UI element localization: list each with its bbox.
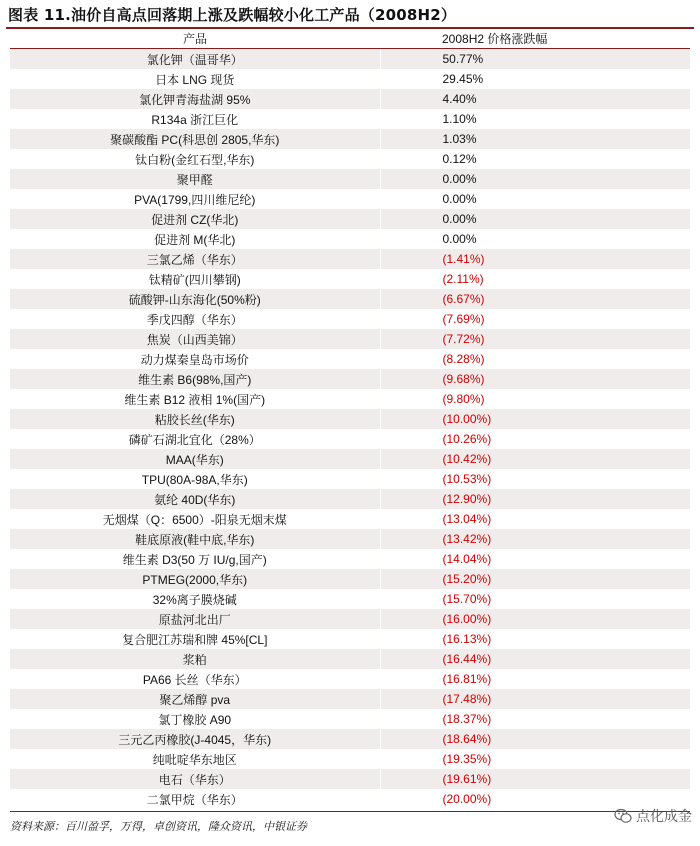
table-row — [10, 529, 690, 549]
table-row — [10, 669, 690, 689]
product-name-cell: PA66 长丝（华东） — [10, 669, 380, 689]
product-name-cell: PTMEG(2000,华东) — [10, 569, 380, 589]
price-change-cell: (15.20%) — [380, 569, 690, 589]
price-change-cell: 1.03% — [380, 129, 690, 149]
product-name-cell: 聚乙烯醇 pva — [10, 689, 380, 709]
table-row — [10, 729, 690, 749]
product-name-cell: 原盐河北出厂 — [10, 609, 380, 629]
product-name-cell: 钛白粉(金红石型,华东) — [10, 149, 380, 169]
product-name-cell: 磷矿石湖北宜化（28%） — [10, 429, 380, 449]
product-name-cell: 维生素 D3(50 万 IU/g,国产) — [10, 549, 380, 569]
price-change-cell: (16.81%) — [380, 669, 690, 689]
product-name-cell: 鞋底原液(鞋中底,华东) — [10, 529, 380, 549]
price-change-cell: (16.00%) — [380, 609, 690, 629]
product-name-cell: 浆粕 — [10, 649, 380, 669]
table-row — [10, 189, 690, 209]
price-change-cell: 50.77% — [380, 49, 690, 70]
table-row — [10, 269, 690, 289]
product-name-cell: 聚甲醛 — [10, 169, 380, 189]
table-row — [10, 609, 690, 629]
table-row — [10, 449, 690, 469]
column-header-product: 产品 — [10, 28, 380, 49]
product-name-cell: 动力煤秦皇岛市场价 — [10, 349, 380, 369]
table-row — [10, 349, 690, 369]
product-name-cell: 维生素 B12 液相 1%(国产) — [10, 389, 380, 409]
price-change-cell: (10.42%) — [380, 449, 690, 469]
price-change-cell: (20.00%) — [380, 789, 690, 809]
table-row — [10, 409, 690, 429]
price-change-cell: (10.00%) — [380, 409, 690, 429]
price-change-cell: (19.35%) — [380, 749, 690, 769]
product-name-cell: 二氯甲烷（华东） — [10, 789, 380, 809]
price-change-cell: (1.41%) — [380, 249, 690, 269]
table-header-row — [10, 28, 690, 49]
table-row — [10, 149, 690, 169]
table-row — [10, 129, 690, 149]
price-change-cell: 0.00% — [380, 189, 690, 209]
product-name-cell: 无烟煤（Q：6500）-阳泉无烟末煤 — [10, 509, 380, 529]
price-change-cell: (8.28%) — [380, 349, 690, 369]
table-row — [10, 489, 690, 509]
price-change-cell: (10.53%) — [380, 469, 690, 489]
product-name-cell: 氯化钾青海盐湖 95% — [10, 89, 380, 109]
price-change-cell: 0.00% — [380, 209, 690, 229]
product-name-cell: 32%离子膜烧碱 — [10, 589, 380, 609]
product-name-cell: 促进剂 M(华北) — [10, 229, 380, 249]
price-change-cell: (2.11%) — [380, 269, 690, 289]
price-change-cell: 0.00% — [380, 229, 690, 249]
product-name-cell: 氨纶 40D(华东) — [10, 489, 380, 509]
product-name-cell: 维生素 B6(98%,国产) — [10, 369, 380, 389]
product-name-cell: 复合肥江苏瑞和牌 45%[CL] — [10, 629, 380, 649]
table-row — [10, 569, 690, 589]
price-change-cell: (10.26%) — [380, 429, 690, 449]
table-row — [10, 689, 690, 709]
product-name-cell: 聚碳酸酯 PC(科思创 2805,华东) — [10, 129, 380, 149]
table-row — [10, 289, 690, 309]
product-name-cell: 焦炭（山西美锦） — [10, 329, 380, 349]
figure-title: 图表 11.油价自高点回落期上涨及跌幅较小化工产品（2008H2） — [8, 6, 457, 24]
product-name-cell: R134a 浙江巨化 — [10, 109, 380, 129]
price-change-cell: 1.10% — [380, 109, 690, 129]
table-row — [10, 309, 690, 329]
price-change-cell: (18.37%) — [380, 709, 690, 729]
price-change-cell: 0.12% — [380, 149, 690, 169]
price-change-cell: 29.45% — [380, 69, 690, 89]
price-change-cell: (19.61%) — [380, 769, 690, 789]
product-name-cell: TPU(80A-98A,华东) — [10, 469, 380, 489]
product-name-cell: 纯吡啶华东地区 — [10, 749, 380, 769]
table-row — [10, 429, 690, 449]
table-row — [10, 589, 690, 609]
product-name-cell: 三氯乙烯（华东） — [10, 249, 380, 269]
table-row — [10, 369, 690, 389]
price-change-cell: (17.48%) — [380, 689, 690, 709]
table-row — [10, 69, 690, 89]
table-row — [10, 709, 690, 729]
price-change-cell: (16.44%) — [380, 649, 690, 669]
table-bottom-divider — [10, 811, 690, 812]
price-change-cell: (12.90%) — [380, 489, 690, 509]
product-name-cell: 硫酸钾-山东海化(50%粉) — [10, 289, 380, 309]
price-change-cell: (9.68%) — [380, 369, 690, 389]
product-name-cell: 促进剂 CZ(华北) — [10, 209, 380, 229]
table-row — [10, 249, 690, 269]
table-row — [10, 109, 690, 129]
table-row — [10, 469, 690, 489]
price-change-cell: (14.04%) — [380, 549, 690, 569]
price-change-cell: 4.40% — [380, 89, 690, 109]
table-row — [10, 629, 690, 649]
wechat-icon — [614, 808, 632, 824]
price-change-cell: (18.64%) — [380, 729, 690, 749]
table-row — [10, 329, 690, 349]
price-change-cell: (13.04%) — [380, 509, 690, 529]
product-name-cell: PVA(1799,四川维尼纶) — [10, 189, 380, 209]
table-row — [10, 649, 690, 669]
source-note: 资料来源：百川盈孚，万得，卓创资讯，隆众资讯，中银证券 — [10, 820, 307, 833]
product-name-cell: 粘胶长丝(华东) — [10, 409, 380, 429]
table-row — [10, 509, 690, 529]
product-name-cell: 三元乙丙橡胶(J-4045，华东) — [10, 729, 380, 749]
product-name-cell: 氯丁橡胶 A90 — [10, 709, 380, 729]
table-row — [10, 229, 690, 249]
price-change-cell: (9.80%) — [380, 389, 690, 409]
price-change-cell: (16.13%) — [380, 629, 690, 649]
table-row — [10, 209, 690, 229]
table-row — [10, 549, 690, 569]
table-row — [10, 389, 690, 409]
price-change-cell: (15.70%) — [380, 589, 690, 609]
table-row — [10, 49, 690, 70]
table-row — [10, 89, 690, 109]
product-name-cell: 氯化钾（温哥华） — [10, 49, 380, 70]
watermark — [614, 806, 692, 826]
table-row — [10, 169, 690, 189]
watermark-text: 点化成金 — [636, 809, 692, 825]
product-name-cell: 钛精矿(四川攀钢) — [10, 269, 380, 289]
product-name-cell: 日本 LNG 现货 — [10, 69, 380, 89]
price-change-cell: (6.67%) — [380, 289, 690, 309]
price-change-table — [10, 28, 690, 809]
column-header-change: 2008H2 价格涨跌幅 — [380, 28, 690, 49]
product-name-cell: 电石（华东） — [10, 769, 380, 789]
price-change-cell: (7.72%) — [380, 329, 690, 349]
price-change-cell: (7.69%) — [380, 309, 690, 329]
price-change-cell: 0.00% — [380, 169, 690, 189]
table-row — [10, 789, 690, 809]
product-name-cell: MAA(华东) — [10, 449, 380, 469]
table-row — [10, 769, 690, 789]
product-name-cell: 季戊四醇（华东） — [10, 309, 380, 329]
price-change-cell: (13.42%) — [380, 529, 690, 549]
table-row — [10, 749, 690, 769]
